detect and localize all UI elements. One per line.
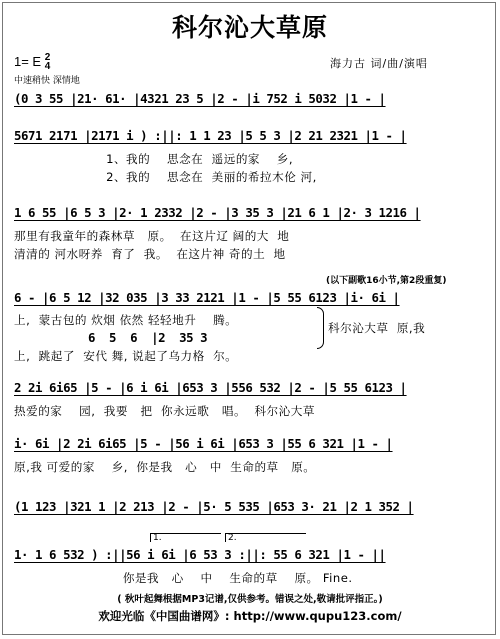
score-row-6: i· 6i |2 2i 6i65 |5 - |56 i 6i |653 3 |55 6 321 |1 - | bbox=[14, 436, 393, 451]
lyric-row-8: 你是我 心 中 生命的草 原。 Fine. bbox=[14, 571, 353, 585]
score-row-7: (1 123 |321 1 |2 213 |2 - |5· 5 535 |653 3· 21 |2 1 352 | bbox=[14, 499, 414, 514]
lyric-row-6: 原,我 可爱的家 乡, 你是我 心 中 生命的草 原。 bbox=[14, 460, 316, 474]
score-row-5: 2 2i 6i65 |5 - |6 i 6i |653 3 |556 532 |2 - |5 55 6123 | bbox=[14, 380, 407, 395]
chorus-bracket bbox=[317, 307, 324, 349]
lyric-row-3-verse-2: 清清的 河水呀养 育了 我。 在这片神 奇的土 地 bbox=[14, 247, 286, 261]
footer-note: ( 秋叶起舞根据MP3记谱,仅供参考。错误之处,敬请批评指正。) bbox=[117, 594, 383, 605]
song-title: 科尔沁大草原 bbox=[171, 13, 328, 42]
credit-line: 海力古 词/曲/演唱 bbox=[330, 57, 428, 70]
lyric-row-4-verse-2: 上, 跳起了 安代 舞, 说起了乌力格 尔。 bbox=[14, 349, 238, 363]
footer-site: 欢迎光临《中国曲谱网》: http://www.qupu123.com/ bbox=[98, 609, 402, 623]
volta-2-bracket bbox=[225, 533, 306, 542]
score-row-3: 1 6 55 |6 5 3 |2· 1 2332 |2 - |3 35 3 |21 6 1 |2· 3 1216 | bbox=[14, 205, 421, 220]
score-row-2: 5671 2171 |2171 i ) :||: 1 1 23 |5 5 3 |2 21 2321 |1 - | bbox=[14, 128, 407, 143]
time-top: 2 bbox=[44, 52, 51, 63]
repeat-note: (以下副歌16小节,第2段重复) bbox=[326, 276, 447, 286]
lyric-row-2-verse-1: 1、我的 思念在 遥远的家 乡, bbox=[14, 152, 294, 166]
score-row-1: (0 3 55 |21· 61· |4321 23 5 |2 - |i 752 i 5032 |1 - | bbox=[14, 91, 386, 106]
tempo-marking: 中速稍快 深情地 bbox=[14, 76, 80, 86]
bracket-lyric: 科尔沁大草 原,我 bbox=[328, 321, 426, 335]
key-signature: 1= E 2 4 bbox=[14, 52, 51, 72]
volta-2-number: 2. bbox=[228, 533, 237, 543]
score-row-4-alt: 6 5 6 |2 35 3 bbox=[74, 330, 208, 345]
lyric-row-4-verse-1: 上, 蒙古包的 炊烟 依然 轻轻地升 腾。 bbox=[14, 313, 238, 327]
score-row-8: 1· 1 6 532 ) :||56 i 6i |6 53 3 :||: 55 6 321 |1 - || bbox=[14, 547, 386, 562]
lyric-row-2-verse-2: 2、我的 思念在 美丽的希拉木伦 河, bbox=[14, 170, 317, 184]
score-row-4: 6 - |6 5 12 |32 035 |3 33 2121 |1 - |5 55 6123 |i· 6i | bbox=[14, 290, 400, 305]
lyric-row-5: 热爱的家 园, 我要 把 你永远歌 唱。 科尔沁大草 bbox=[14, 404, 315, 418]
time-bottom: 4 bbox=[44, 61, 51, 72]
volta-1-number: 1. bbox=[153, 533, 162, 543]
lyric-row-3-verse-1: 那里有我童年的森林草 原。 在这片辽 阔的大 地 bbox=[14, 229, 290, 243]
